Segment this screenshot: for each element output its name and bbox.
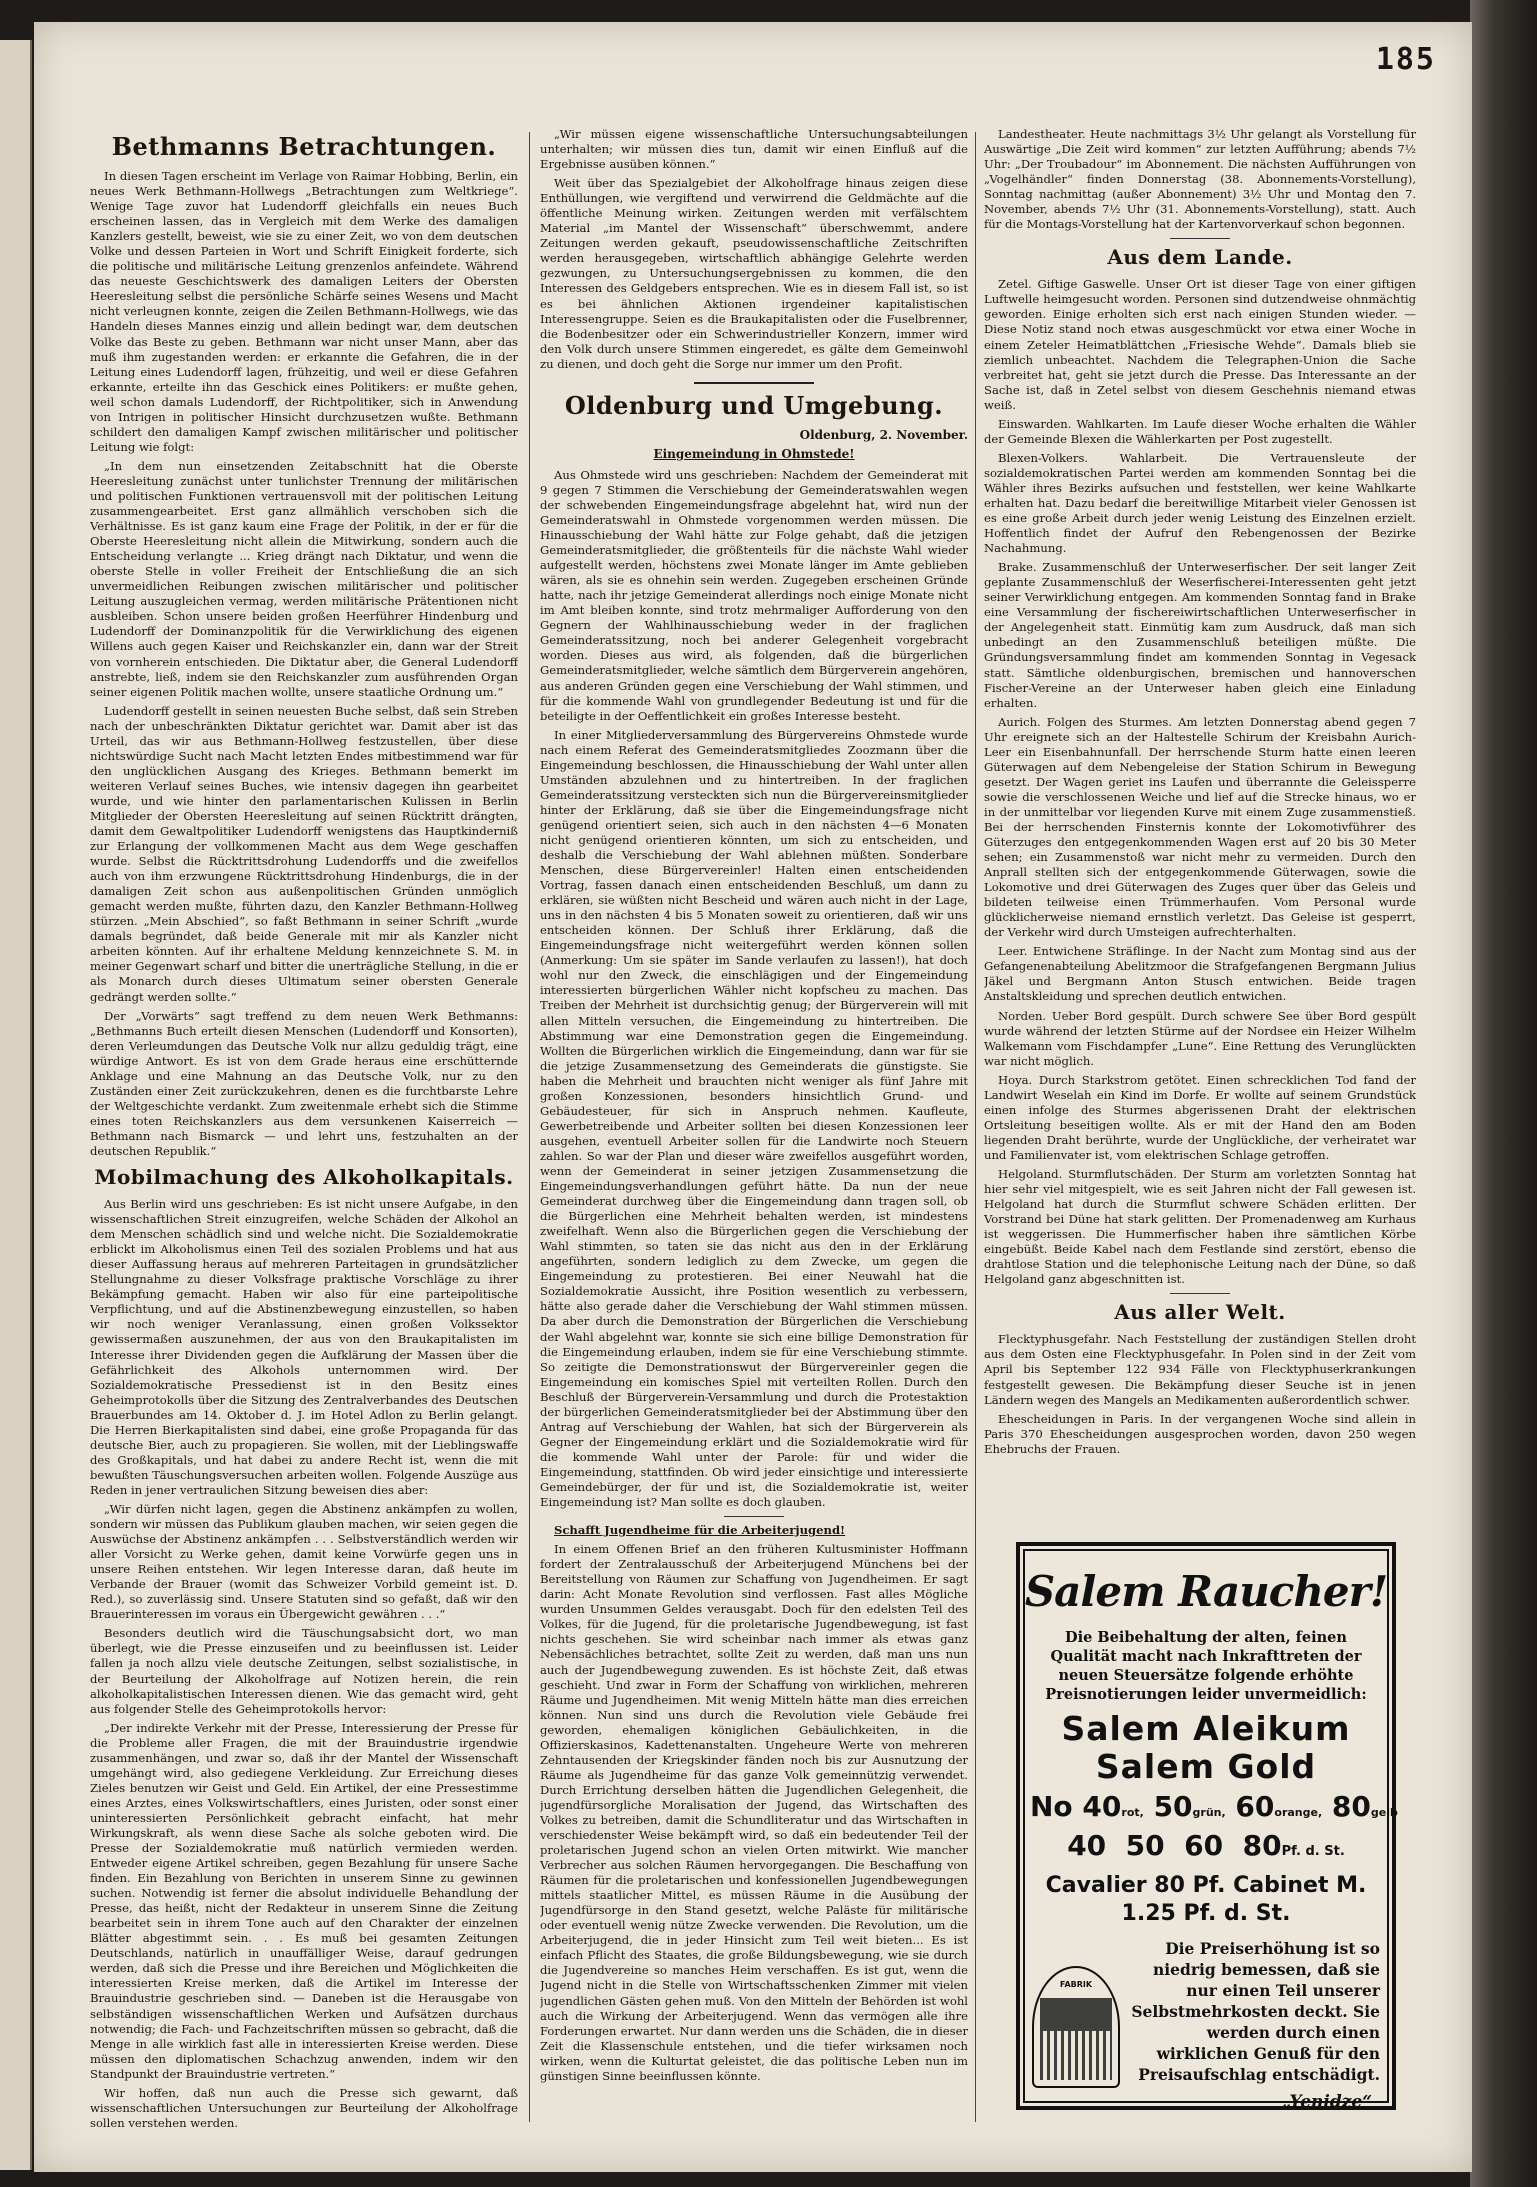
article-jugendheime-title: Schafft Jugendheime für die Arbeiterjugend! — [554, 1523, 846, 1538]
ad-tail-text: Die Preiserhöhung ist so niedrig bemessen, daß sie nur einen Teil unserer Selbstmehrkosten deckt. Sie werden durch einen wirklichen Genuß für den Preisaufschlag entschädigt. — [1131, 1939, 1380, 2084]
book-spine — [1470, 0, 1537, 2187]
factory-label: FABRIK — [1059, 1980, 1093, 1989]
ad-price-row-new — [1030, 1830, 1382, 1868]
section-divider — [1170, 1293, 1230, 1294]
article-paragraph: In diesen Tagen erscheint im Verlage von Raimar Hobbing, Berlin, ein neues Werk Bethmann-Hollwegs „Betrachtungen zum Weltkriege“. Wenige Tage zuvor hat Ludendorff gleichfalls ein neues Buch erscheinen lassen, das in Vergleich mit dem Werke des damaligen Kanzlers gestellt, beweist, wie sie zu einer Zeit, wo von dem deutschen Volke und dessen Parteien in Wort und Schrift Einigkeit forderte, sich die politische und militärische Leitung grenzenlos anfeindete. Während das neueste Geschichtswerk des damaligen Leiters der Obersten Heeresleitung selbst die persönliche Schärfe seines Wesens und Macht nicht verleugnen konnte, zeigen die Zeilen Bethmann-Hollwegs, wie das Handeln dieses Mannes einzig und allein bedingt war, dem deutschen Volke das Beste zu geben. Bethmann war nicht unser Mann, aber das muß ihm zugestanden werden: er erkannte die Gefahren, die in der Leitung eines Ludendorff lagen, frühzeitig, und weil er diese Gefahren erkannte, erteilte ihn das Geschick eines Politikers: er mußte gehen, weil schon damals Ludendorff, der Richtpolitiker, sich in Anwendung von Intrigen in politischer Hinsicht durchzusetzen wußte. Bethmann schildert den damaligen Kampf zwischen militärischer und politischer Leitung wie folgt: — [90, 169, 518, 454]
ad-price: 60 — [1235, 1790, 1275, 1823]
ad-price-table — [1030, 1790, 1398, 1868]
section-divider — [1170, 238, 1230, 239]
news-item: Flecktyphusgefahr. Nach Feststellung der zuständigen Stellen droht aus dem Osten eine Flecktyphusgefahr. In Polen sind in der Zeit vom April bis September 122 934 Fälle von Flecktyphuserkrankungen festgestellt gewesen. Die Bekämpfung dieser Seuche ist in jenen Ländern wegen des Mangels an Medikamenten außerordentlich schwer. — [984, 1332, 1416, 1407]
article-quote: „Der indirekte Verkehr mit der Presse, Interessierung der Presse für die Probleme aller Fragen, die mit der Brauindustrie irgendwie zusammenhängen, und zwar so, daß ihr der Mantel der Wissenschaft umgehängt wird, also gediegene Verkleidung. Zur Erreichung dieses Zieles benutzen wir Geist und Geld. Ein Artikel, der eine Pressestimme eines Arztes, eines Volkswirtschaftlers, eines Juristen, oder sonst einer uninteressierten Persönlichkeit gebracht einfacht, hat mehr Wirkungskraft, als wenn diese Sache als solche geboten wird. Die Presse der Sozialdemokratie muß natürlich vermieden werden. Entweder eigene Artikel schreiben, gegen Bezahlung für unsere Sache finden. Ein Bezahlung von Berichten in unserem Sinne zu gewinnen suchen. Notwendig ist ferner die absolut individuelle Behandlung der Presse, das heißt, nicht der Redakteur in unserem Sinne die Zeitung bearbeitet sein in ihrem Tone auch auf den Charakter der einzelnen Blätter abgestimmt sein. . . Es muß bei gesamten Zeitungen Deutschlands, natürlich in unauffälliger Weise, darauf gedrungen werden, daß sich die Presse und ihre Bereichen und Möglichkeiten die interessierten Kreise merken, daß die Artikel im Interesse der Brauindustrie geschrieben sind. — Daneben ist die Herausgabe von selbständigen wissenschaftlichen Werken und Aufsätzen durchaus notwendig; die Fach- und Fachzeitschriften müssen so gebracht, daß die Menge in alle wirklich fast alle in interessierten Kreise werden. Diese müssen den diplomatischen Schachzug anwenden, indem wir den Standpunkt der Brauindustrie vertreten.“ — [90, 1720, 518, 2081]
news-item: Einswarden. Wahlkarten. Im Laufe dieser Woche erhalten die Wähler der Gemeinde Blexen die Wählerkarten per Post zugestellt. — [984, 416, 1416, 446]
news-item: Helgoland. Sturmflutschäden. Der Sturm am vorletzten Sonntag hat hier sehr viel mitgespielt, wie es seit Jahren nicht der Fall gewesen ist. Helgoland hat durch die Sturmflut schwere Schäden erlitten. Der Vorstrand bei Düne hat stark gelitten. Der Promenadenweg am Kurhaus ist weggerissen. Die Hummerfischer haben ihre sämtlichen Körbe eingebüßt. Beide Kabel nach dem Festlande sind zerstört, ebenso die drahtlose Station und die telephonische Leitung nach der Düne, so daß Helgoland ganz abgeschnitten ist. — [984, 1167, 1416, 1287]
ad-color-label: gelb — [1370, 1806, 1398, 1819]
ad-color-label: orange, — [1274, 1806, 1323, 1819]
article-quote: „Wir dürfen nicht lagen, gegen die Abstinenz ankämpfen zu wollen, sondern wir müssen das Publikum glauben machen, wir seien gegen die Auswüchse der Abstinenz ankämpfen . . . Selbstverständlich werden wir aller Vorsicht zu Werke gehen, damit keine Vorwürfe gegen uns in unsere Reihen entstehen. Wir legen Interesse daran, daß heute im Verbande der Brauer (womit das Schweizer Vorbild gemeint ist. D. Red.), so zuverlässig sind. Unsere Statuten sind so gefaßt, daß wir den Brauerinteressen im voraus ein Übergewicht gewähren . . .“ — [90, 1501, 518, 1622]
subheadline-ohmstede: Eingemeindung in Ohmstede! — [653, 446, 855, 461]
ad-color-label: rot, — [1121, 1806, 1144, 1819]
page-number: 185 — [1375, 42, 1436, 77]
ad-price: 40 — [1067, 1829, 1107, 1862]
factory-illustration-icon — [1032, 1966, 1120, 2088]
headline-aus-aller-welt: Aus aller Welt. — [1114, 1300, 1286, 1325]
news-item: Brake. Zusammenschluß der Unterweserfischer. Der seit langer Zeit geplante Zusammenschluß der Weserfischerei-Interessenten geht jetzt seiner Verwirklichung entgegen. Am kommenden Sonntag fand in Brake eine Versammlung der fischereiwirtschaftlichen Unterweserfischer in der Angelegenheit statt. Einmütig kam zum Ausdruck, daß man sich unbedingt an den Zusammenschluß beteiligen müßte. Die Gründungsversammlung findet am kommenden Sonntag in Vegesack statt. Sämtliche oldenburgischen, bremischen und hannoverschen Fischer-Vereine an der Unterweser haben gleich eine Einladung erhalten. — [984, 560, 1416, 710]
article-paragraph: In einer Mitgliederversammlung des Bürgervereins Ohmstede wurde nach einem Referat des Gemeinderatsmitgliedes Zoozmann über die Eingemeindung beschlossen, die Hinausschiebung der Wahl unter allen Umständen abzulehnen und zu hintertreiben. In der fraglichen Gemeinderatssitzung versteckten sich nun die Bürgervereinsmitglieder hinter der Erklärung, daß sie über die Eingemeindungsfrage nicht genügend orientiert seien, sich auch in den nächsten 4—6 Monaten nicht genügend orientieren könnten, um sich zu entscheiden, und deshalb die Verschiebung der Wahl ablehnen müßten. Sonderbare Menschen, diese Bürgervereinler! Halten einen entscheidenden Vortrag, fassen danach einen entscheidenden Beschluß, um dann zu erklären, sie wüßten nicht Bescheid und wären auch nicht in der Lage, uns in den nächsten 4 bis 5 Monaten soweit zu orientieren, daß wir uns entscheiden können. Der Schluß ihrer Erklärung, daß die Eingemeindungsfrage nicht weitergeführt werden können sollen (Anmerkung: Um sie später im Sande verlaufen zu lassen!), hat doch wohl nur den Zweck, die einschlägigen und der Eingemeindung interessierten bürgerlichen Wähler nicht kopfscheu zu machen. Das Treiben der Mehrheit ist durchsichtig genug; der Bürgerverein will mit allen Mitteln versuchen, die Eingemeindung zu hintertreiben. Die Abstimmung war eine Demonstration gegen die Eingemeindung. Wollten die Bürgerlichen wirklich die Eingemeindung, dann war für sie die jetzige Zusammensetzung des Gemeinderats die günstigste. Sie haben die Mehrheit und brauchten nicht weniger als fünf Jahre mit großen Konzessionen, besonders hinsichtlich Grund- und Gebäudesteuer, für sich in Anspruch nehmen. Kaufleute, Gewerbetreibende und Arbeiter sollten bei diesen Konzessionen leer ausgehen, eventuell Arbeiter sollen für die Landwirte noch Steuern zahlen. So war der Plan und dieser wäre zweifellos ausgeführt worden, wenn der Gemeinderat in seiner jetzigen Zusammensetzung die Eingemeindungsverhandlungen geführt hätte. Da nun der neue Gemeinderat durchweg über die Eingemeindung dann tragen soll, ob die Bürgerlichen eine Mehrheit behalten werden, ist mindestens zweifelhaft. Wenn also die Bürgerlichen gegen die Verschiebung der Wahl stimmten, so taten sie das nicht aus den in der Erklärung angeführten, sondern lediglich zu dem Zwecke, um gegen die Eingemeindung zu protestieren. Bei einer Neuwahl hat die Sozialdemokratie Aussicht, ihre Position wesentlich zu verbessern, hätte also gerade daher die Verschiebung der Wahl stimmen müssen. Da aber durch die Demonstration der Bürgerlichen die Verschiebung der Wahl abgelehnt war, konnte sie sich eine billige Demonstration für die Eingemeindung erlauben, indem sie für eine Verschiebung stimmte. So zeitigte die Demonstrationswut der Bürgervereinler gegen die Eingemeindung ein komisches Spiel mit verteilten Rollen. Durch den Beschluß der Bürgerverein-Versammlung und durch die Protestaktion der bürgerlichen Gemeinderatsmitglieder bei der Abstimmung über den Antrag auf Verschiebung der Wahlen, hat sich der Bürgerverein als Gegner der Eingemeindung erklärt und die Sozialdemokratie wird für die kommende Wahl unter der Parole: für und wider die Eingemeindung, stattfinden. Ob wird jeder einsichtige und interessierte Gemeindebürger, der für und ist, die Sozialdemokratie ist, weiter Eingemeindung ist? Man sollte es doch glauben. — [540, 727, 968, 1510]
news-item: Zetel. Giftige Gaswelle. Unser Ort ist dieser Tage von einer giftigen Luftwelle heimgesucht worden. Personen sind dutzendweise ohnmächtig geworden. Einige erholten sich erst nach einigen Stunden wieder. — Diese Notiz stand noch etwas ausgeschmückt vor etwa einer Woche in einem Zeteler Heimatblättchen „Friesische Wehde“. Damals blieb sie ziemlich unbeachtet. Nachdem die Telegraphen-Union die Sache verbreitet hat, geht sie jetzt durch die Presse. Das Interessante an der Sache ist, daß in Zetel selbst von diesem Geschehnis niemand etwas weiß. — [984, 277, 1416, 412]
ad-price-label: No — [1030, 1790, 1073, 1823]
ad-price: 50 — [1125, 1829, 1165, 1862]
ad-color-label: grün, — [1192, 1806, 1226, 1819]
salem-advertisement — [1016, 1542, 1396, 2110]
news-item: Leer. Entwichene Sträflinge. In der Nacht zum Montag sind aus der Gefangenenabteilung Abelitzmoor die Strafgefangenen Bergmann Julius Jäkel und Bergmann Anton Stusch entwichen. Beide tragen Anstaltskleidung und sprechen deutlich entwichen. — [984, 944, 1416, 1004]
dateline: Oldenburg, 2. November. — [799, 427, 968, 442]
news-item: Hoya. Durch Starkstrom getötet. Einen schrecklichen Tod fand der Landwirt Weselah ein Kind im Dorfe. Er wollte auf seinem Grundstück einen infolge des Sturmes abgerissenen Draht der elektrischen Ortsleitung beseitigen wollte. Als er mit der Hand den am Boden liegenden Draht berührte, wurde der Unglückliche, der verheiratet war und Familienvater ist, vom elektrischen Schlage getroffen. — [984, 1072, 1416, 1162]
ad-cavalier-cabinet: Cavalier 80 Pf. Cabinet M. 1.25 Pf. d. St. — [1045, 1873, 1367, 1926]
news-item: Norden. Ueber Bord gespült. Durch schwere See über Bord gespült wurde während der letzten Stürme auf der Nordsee ein Heizer Wilhelm Walkemann vom Fischdampfer „Lune“. Eine Rettung des Verunglückten war nicht möglich. — [984, 1008, 1416, 1068]
column-1 — [90, 127, 518, 2142]
article-paragraph: Ludendorff gestellt in seinen neuesten Buche selbst, daß sein Streben nach der unbeschränkten Diktatur gerichtet war. Damit aber ist das Urteil, das wir aus Bethmann-Hollweg festzustellen, über diese nichtswürdige Sucht nach Macht letzten Endes mitbestimmend war für den unglücklichen Ausgang des Krieges. Bethmann bemerkt im weiteren Verlauf seines Buches, wie intensiv dagegen ihn gearbeitet wurde, und wie hinter den parlamentarischen Kulissen in Berlin Mitglieder der Obersten Heeresleitung auf seinen Rücktritt drängten, damit dem Gewaltpolitiker Ludendorff wenigstens das Hauptkinderniß zur Erlangung der vollkommenen Macht aus dem Wege geschaffen wurde. Selbst die Rücktrittsdrohung Ludendorffs und die zweifellos auch von ihm erzwungene Rücktrittsdrohung Hindenburgs, die in der damaligen Zeit schon aus außenpolitischen Gründen unmöglich gemacht werden mußte, führten dazu, den Kanzler Bethmann-Hollweg stürzen. „Mein Abschied“, so faßt Bethmann in seiner Schrift „wurde damals begründet, daß beide Generale mit mir als Kanzler nicht arbeiten könnten. Auf ihr erhaltene Meldung kennzeichnete S. M. in meiner Gegenwart scharf und bitter die unerträgliche Stellung, in die er als Monarch durch dieses Ultimatum seiner obersten Generale gedrängt werden sollte.“ — [90, 703, 518, 1004]
notice-landestheater: Landestheater. Heute nachmittags 3½ Uhr gelangt als Vorstellung für Auswärtige „Die Zeit wird kommen“ zur letzten Aufführung; abends 7½ Uhr: „Der Troubadour“ im Abonnement. Die nächsten Aufführungen von „Vogelhändler“ finden Donnerstag (38. Abonnements-Vorstellung), Sonntag nachmittag (außer Abonnement) 3½ Uhr und Montag den 7. November, abends 7½ Uhr (31. Abonnements-Vorstellung), statt. Auch für die Montags-Vorstellung hat der Kartenvorverkauf schon begonnen. — [984, 127, 1416, 232]
ad-price-unit: Pf. d. St. — [1281, 1844, 1345, 1859]
headline-bethmann: Bethmanns Betrachtungen. — [111, 132, 497, 161]
article-paragraph: Aus Berlin wird uns geschrieben: Es ist nicht unsere Aufgabe, in den wissenschaftlichen Streit einzugreifen, welche Schäden der Alkohol an dem Menschen schädlich sind und welche nicht. Die Sozialdemokratie erblickt im Alkoholismus einen Teil des sozialen Problems und hat aus dieser Auffassung heraus auf mehreren Parteitagen in grundsätzlicher Stellungnahme zu dieser Volksfrage praktische Vorschläge zu ihrer Bekämpfung gemacht. Haben wir also für eine parteipolitische Verpflichtung, und auf die Abstinenzbewegung einzustellen, so haben wir noch weniger Veranlassung, einen großen Volkssektor gewissermaßen auszunehmen, der aus von den Braukapitalisten im Interesse ihrer Dividenden gegen die Aufklärung der Massen über die Gefährlichkeit des Alkohols unternommen wird. Der Sozialdemokratische Pressedienst ist in den Besitz eines Geheimprotokolls über die Sitzung des Zentralverbandes des Deutschen Brauerbundes am 14. Oktober d. J. im Hotel Adlon zu Berlin gelangt. Die Herren Bierkapitalisten sind dabei, eine große Propaganda für das deutsche Bier, auch zu propagieren. Sie wollen, mit der Lieblingswaffe des Großkapitals, und hat dabei zu andere Recht ist, wenn die mit bewußten Täuschungsversuchen arbeiten wollen. Folgende Auszüge aus Reden in jener vertraulichen Sitzung beweisen dies aber: — [90, 1197, 518, 1497]
article-quote: „Wir müssen eigene wissenschaftliche Untersuchungsabteilungen unterhalten; wir müssen dies tun, damit wir einen Einfluß auf die Ergebnisse ausüben können.“ — [540, 127, 968, 172]
article-paragraph: Besonders deutlich wird die Täuschungsabsicht dort, wo man überlegt, wie die Presse einzuseifen und zu beeinflussen ist. Leider fallen ja noch allzu viele deutsche Zeitungen, selbst sozialistische, in der Beurteilung der Alkoholfrage auf Notizen herein, die rein alkoholkapitalistischen Interessen dienen. Wie das gemacht wird, geht aus folgender Stelle des Geheimprotokolls hervor: — [90, 1626, 518, 1716]
ad-bottom — [1032, 1938, 1380, 2088]
ad-price: 50 — [1153, 1790, 1193, 1823]
section-divider — [724, 1516, 784, 1517]
headline-aus-dem-lande: Aus dem Lande. — [1107, 245, 1293, 270]
ad-brand-gold: Salem Gold — [1095, 1747, 1317, 1786]
article-paragraph: Wir hoffen, daß nun auch die Presse sich gewarnt, daß wissenschaftlichen Untersuchungen zur Beurteilung der Alkoholfrage sollen verstehen werden. — [90, 2085, 518, 2130]
ad-intro: Die Beibehaltung der alten, feinen Qualität macht nach Inkrafttreten der neuen Steuersätze folgende erhöhte Preisnotierungen leider unvermeidlich: — [1045, 1629, 1367, 1703]
news-item: Ehescheidungen in Paris. In der vergangenen Woche sind allein in Paris 370 Ehescheidungen ausgesprochen worden, davon 250 wegen Ehebruchs der Frauen. — [984, 1411, 1416, 1456]
ad-price: 80 — [1242, 1829, 1282, 1862]
ad-price: 40 — [1082, 1790, 1122, 1823]
ad-price: 60 — [1184, 1829, 1224, 1862]
article-quote: „In dem nun einsetzenden Zeitabschnitt hat die Oberste Heeresleitung zunächst unter tunlichster Trennung der militärischen und politischen Funktionen vertrauensvoll mit der politischen Leitung zusammengearbeitet. Erst ganz allmählich verschoben sich die Verhältnisse. Es ist ganz kaum eine Frage der Politik, in der er für die Oberste Heeresleitung nicht allein die Mitwirkung, sondern auch die Entscheidung verlangte ... Krieg drängt nach Diktatur, und wenn die oberste Stelle in voller Freiheit der Entschließung die an sich unvermeidlichen Reibungen zwischen militärischer und politischer Leitung auszugleichen vermag, werden militärische Prätentionen nicht ausbleiben. Schon unsere beiden großen Heerführer Hindenburg und Ludendorff der Dominanzpolitik für die Verwirklichung des eigenen Willens auch gegen Kaiser und Reichskanzler ein, dann war der Streit von vornherein entschieden. Die Diktatur aber, die General Ludendorff anstrebte, ließ, indem sie den Reichskanzler zum ausführenden Organ seiner eigenen Politik machen wollte, unsere staatliche Ordnung um.“ — [90, 458, 518, 699]
ad-brand-aleikum: Salem Aleikum — [1061, 1709, 1351, 1748]
ad-price: 80 — [1331, 1790, 1371, 1823]
ad-price-row-colors — [1030, 1790, 1398, 1830]
column-rule — [529, 132, 530, 2122]
headline-alkoholkapital: Mobilmachung des Alkoholkapitals. — [94, 1165, 514, 1190]
newspaper-page — [34, 22, 1472, 2172]
column-rule — [975, 132, 976, 2122]
factory-building-icon — [1040, 1998, 1112, 2080]
column-2 — [540, 127, 968, 2142]
article-paragraph: Aus Ohmstede wird uns geschrieben: Nachdem der Gemeinderat mit 9 gegen 7 Stimmen die Verschiebung der Gemeinderatswahlen wegen der schwebenden Eingemeindungsfrage abgelehnt hat, wird nun der Gemeinderatswahl in Ohmstede vorgenommen werden müssen. Die Hinausschiebung der Wahl hätte zur Folge gehabt, daß die jetzigen Gemeinderatsmitglieder, die größtenteils für die nächste Wahl wieder aufgestellt werden, höchstens zwei Monate länger im Amte geblieben wären, als sie es ohnehin sein werden. Zugegeben erscheinen Gründe hatte, nach ihr jetzige Gemeinderat allerdings noch einige Monate nicht im Amt bleiben konnte, sind trotz mehrmaliger Aufforderung von den Gegnern der Wahlhinausschiebung weder in der fraglichen Gemeinderatssitzung, noch bei anderer Gelegenheit vorgebracht worden. Dieses aus wird, als folgenden, daß die bürgerlichen Gemeinderatsmitglieder, welche sämtlich dem Bürgerverein angehören, aus anderen Gründen gegen eine Verschiebung der Wahl stimmen, und für die kommende Wahl von grundlegender Bedeutung ist und für die beteiligte in der Oeffentlichkeit ein großes Interesse besteht. — [540, 467, 968, 723]
article-paragraph: Weit über das Spezialgebiet der Alkoholfrage hinaus zeigen diese Enthüllungen, wie vergiftend und verwirrend die Geldmächte auf die öffentliche Meinung wirken. Zeitungen werden mit verfälschtem Material „im Mantel der Wissenschaft“ überschwemmt, andere Zeitungen werden gekauft, pseudowissenschaftliche Zeitschriften werden herausgegeben, wirtschaftlich abhängige Gelehrte werden gezwungen, zu Untersuchungsergebnissen zu kommen, die den Interessen des Geldgebers entsprechen. Wie es in diesem Fall ist, so ist es bei ähnlichen Aktionen irgendeiner kapitalistischen Interessengruppe. Seien es die Braukapitalisten oder die Fuselbrenner, die Bodenbesitzer oder ein Schwerindustrieller Konzern, immer wird den Volk durch unsere Stimmen eingeredet, es gälte dem Gemeinwohl zu dienen, und doch geht die Sorge nur immer um den Profit. — [540, 176, 968, 371]
previous-page-edge — [0, 40, 32, 2170]
news-item: Aurich. Folgen des Sturmes. Am letzten Donnerstag abend gegen 7 Uhr ereignete sich an der Haltestelle Schirum der Kreisbahn Aurich-Leer ein Eisenbahnunfall. Der herrschende Sturm hatte einen leeren Güterwagen auf dem Nebengeleise der Station Schirum in Bewegung gesetzt. Der Wagen geriet ins Laufen und überrannte die Geleissperre sowie die verschlossenen Weiche und lief auf die Strecke hinaus, wo er in der unmittelbar vor liegenden Kurve mit einem Zuge zusammenstieß. Bei der herrschenden Finsternis konnte der Lokomotivführer des Güterzuges den entgegenkommenden Wagen erst auf 20 bis 30 Meter sehen; ein Zusammenstoß war nicht mehr zu vermeiden. Durch den Anprall stellten sich der entgegenkommende Güterwagen, sowie die Lokomotive und drei Güterwagen des Zuges quer über das Geleis und bildeten teilweise einen Trümmerhaufen. Vom Personal wurde glücklicherweise niemand ernstlich verletzt. Das Geleise ist gesperrt, der Verkehr wird durch Umsteigen aufrechterhalten. — [984, 714, 1416, 940]
article-paragraph: In einem Offenen Brief an den früheren Kultusminister Hoffmann fordert der Zentralausschuß der Arbeiterjugend Münchens bei der Bereitstellung von Räumen zur Schaffung von Jugendheimen. Er sagt darin: Acht Monate Revolution sind verflossen. Fast alles Mögliche wurden Unsummen Geldes verausgabt. Doch für den edelsten Teil des Volkes, für die Jugend, für die proletarische Jugendbewegung, ist fast nichts geschehen. Sie wird scheinbar nach immer als etwas ganz Nebensächliches betrachtet, sollte Zeit zu werden, daß man uns nun auch der Jugendbewegung zuwenden. Es ist höchste Zeit, daß etwas geschieht. Und zwar in Form der Schaffung von wirklichen, mehreren Räume und Jugendheimen. Mit wenig Mitteln hätte man dies erreichen können. Nun sind uns durch die Revolution viele Gebäude frei geworden, ehemaligen königlichen Gebäulichkeiten, in die Offizierskasinos, Kadettenanstalten. Ungeheure Werte von mehreren Zehntausenden der Kriegskinder fänden noch bis zur Ausnutzung der Räume als Jugendheime für das ganze Volk gemeinnützig verwendet. Durch Errichtung derselben hätten die Jugendlichen Gelegenheit, die jugendfürsorgliche Moralisation der Jugend, das Wirtschaften des Volkes zu betreiben, damit die Schundliteratur und das Wirtschaften in verschiedenster Weise bekämpft wird, so daß ein bedeutender Teil der proletarischen Jugend schon an vielen Orten mitwirkt. Wie mancher Verbrecher aus solchen Räumen hervorgegangen. Die Beschaffung von Räumen für die proletarischen und konfessionellen Jugendbewegungen mittels staatlicher Mittel, es müssen Räume in die Ausübung der Jugendfürsorge in den Stand gesetzt, welche Paläste für militärische oder eventuell wenig nütze Zwecke verwenden. Die Revolution, um die Arbeiterjugend, die in jeder Hinsicht zum Teil weit bieten... Es ist einfach Pflicht des Staates, die große Bildungsbewegung, wie sie durch die Jugendvereine so manches Heim verschaffen. Es ist gut, wenn die Jugend nicht in die Stelle von Wirtschaftsschenken Zimmer mit vielen jugendlichen Gästen gehen muß. Von den Mitteln der Behörden ist wohl auch die Wirkung der Arbeiterjugend. Wenn das vermögen alle ihre Forderungen erwartet. Nur dann werden uns die Schäden, die in dieser Zeit die Klassenschule entstehen, und die tiefer wirksamen noch wirken, wenn die Kulturtat geleistet, die das politische Leben nun im günstigen Sinne beeinflussen könnte. — [540, 1542, 968, 2083]
ad-signature: „Yenidze“ — [1281, 2092, 1372, 2112]
ad-headline: Salem Raucher! — [1024, 1567, 1388, 1616]
news-item: Blexen-Volkers. Wahlarbeit. Die Vertrauensleute der sozialdemokratischen Partei werden am kommenden Sonntag bei die Wähler ihres Bezirks aufsuchen und feststellen, wer keine Wahlkarte erhalten hat. Dazu bedarf die bereitwillige Mitarbeit vieler Genossen ist es eine große Arbeit durch jeder wenig Leistung des Einzelnen erzielt. Hoffentlich findet der Aufruf den Rebengenossen der Bezirke Nachahmung. — [984, 450, 1416, 556]
article-paragraph: Der „Vorwärts“ sagt treffend zu dem neuen Werk Bethmanns: „Bethmanns Buch erteilt diesen Menschen (Ludendorff und Konsorten), deren Verleumdungen das Deutsche Volk nur allzu geduldig trägt, eine würdige Antwort. Es ist von dem Grade heraus eine erschütternde Anklage und eine Mahnung an das Deutsche Volk, nur zu den Zuständen einer Zeit zurückzukehren, denen es die furchtbarste Lehre der Weltgeschichte verdankt. Zum zweitenmale erhebt sich die Stimme eines toten Reichskanzlers aus dem versunkenen Kaiserreich — Bethmann nach Bismarck — und lehrt uns, festzuhalten an der deutschen Republik.“ — [90, 1008, 518, 1158]
section-divider — [694, 382, 814, 384]
headline-oldenburg: Oldenburg und Umgebung. — [564, 390, 944, 420]
